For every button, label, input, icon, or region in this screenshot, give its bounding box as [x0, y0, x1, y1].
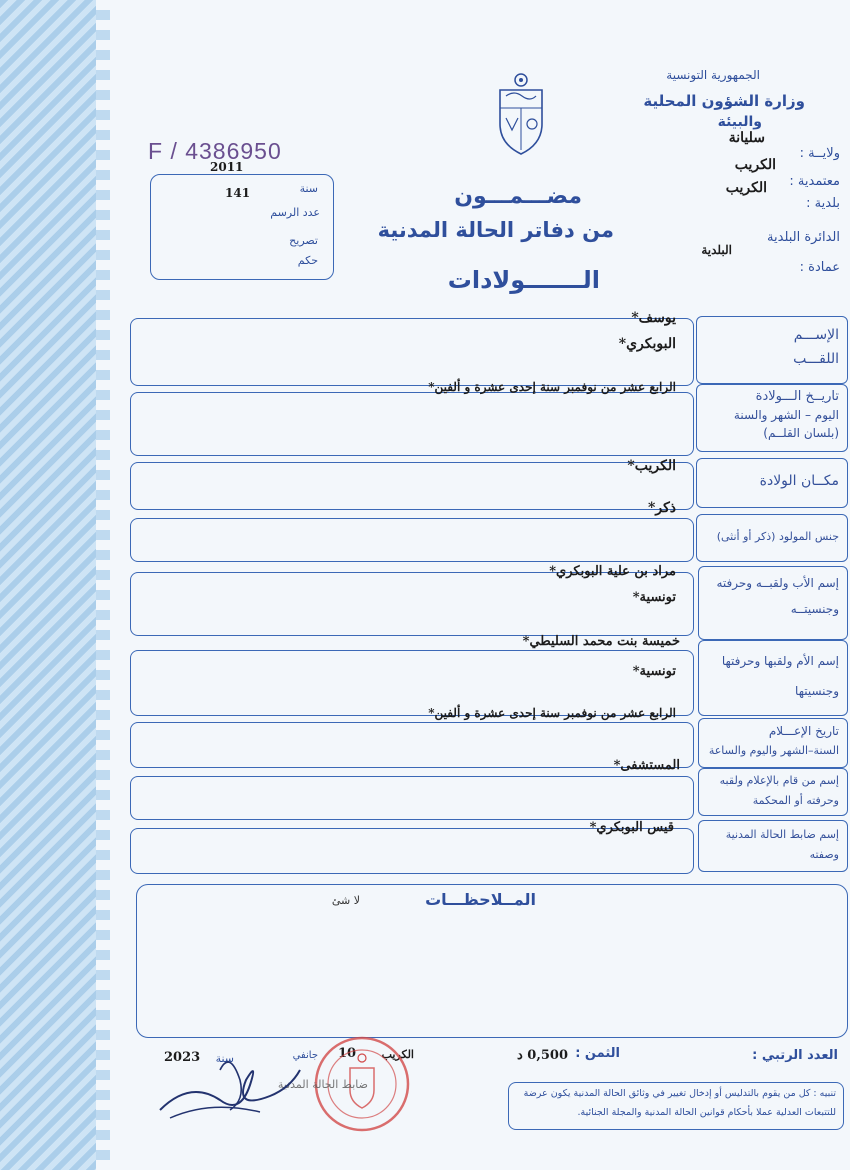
- mother-label-1: إسم الأم ولقبها وحرفتها: [721, 654, 839, 668]
- officer-value: قيس البوبكري*: [589, 820, 674, 835]
- officer-title-stamp: ضابط الحالة المدنية: [277, 1078, 368, 1091]
- officer-label-1: إسم ضابط الحالة المدنية: [725, 828, 839, 841]
- governorate-label: ولايــة :: [799, 146, 840, 161]
- father-label-2: وجنسيتــه: [790, 602, 839, 616]
- father-label-box: [698, 566, 848, 640]
- notice-line1: تنبيه : كل من يقوم بالتدليس أو إدخال تغيير في وثائق الحالة المدنية يكون عرضة: [523, 1088, 836, 1099]
- ministry-label-2: والبيئة: [717, 114, 762, 130]
- price-label: الثمن :: [575, 1046, 620, 1061]
- officer-label-2: وصفته: [809, 848, 839, 861]
- declarant-label-2: وحرفته أو المحكمة: [752, 794, 839, 807]
- sex-label-box: [696, 514, 848, 562]
- registry-judgment-label: حكم: [297, 254, 318, 267]
- father-value: مراد بن علية البوبكري*: [549, 564, 676, 579]
- declaration-date-label-1: تاريخ الإعـــلام: [768, 724, 839, 738]
- father-label-1: إسم الأب ولقبــه وحرفته: [716, 576, 839, 590]
- mother-nationality: تونسية*: [632, 664, 676, 679]
- remarks-value: لا شئ: [331, 894, 360, 907]
- birth-date-value-box: [130, 392, 694, 456]
- governorate-value: سليانة: [728, 130, 765, 146]
- sex-value-box: [130, 518, 694, 562]
- ministry-label: وزارة الشؤون المحلية: [643, 92, 805, 110]
- tunisia-coat-of-arms-icon: [492, 72, 550, 156]
- delegation-label: معتمدية :: [789, 174, 840, 189]
- footer-year-value: 2023: [164, 1050, 201, 1065]
- registry-year-label: سنة: [299, 182, 318, 195]
- title-line2: من دفاتر الحالة المدنية: [377, 218, 614, 242]
- republic-label: الجمهورية التونسية: [666, 68, 760, 82]
- registry-declaration-label: تصريح: [289, 234, 318, 247]
- registry-number-value: 141: [225, 186, 251, 200]
- footer-day: 10: [338, 1046, 357, 1061]
- declaration-date-value: الرابع عشر من نوفمبر سنة إحدى عشرة و ألفين*: [428, 706, 676, 720]
- sex-value: ذكر*: [648, 500, 676, 516]
- declaration-date-label-2: السنة–الشهر واليوم والساعة: [708, 744, 839, 757]
- surname-value: البوبكري*: [618, 336, 676, 352]
- birth-date-label-3: (بلسان القلــم): [763, 426, 839, 440]
- mother-label-box: [698, 640, 848, 716]
- declaration-date-value-box: [130, 722, 694, 768]
- surname-label: اللقـــب: [793, 351, 839, 367]
- declarant-value-box: [130, 776, 694, 820]
- district-value: البلدية: [701, 243, 732, 257]
- birth-date-label-2: اليوم – الشهر والسنة: [733, 408, 839, 422]
- remarks-label: المــلاحظـــات: [425, 890, 536, 909]
- municipality-label: بلدية :: [806, 196, 840, 211]
- title-line1: مضـــمـــون: [454, 184, 582, 209]
- declarant-label-box: [698, 768, 848, 816]
- sector-label: عمادة :: [799, 260, 840, 275]
- birth-place-value: الكريب*: [627, 458, 676, 474]
- serial-number-label: العدد الرتبي :: [752, 1048, 838, 1063]
- father-nationality: تونسية*: [632, 590, 676, 605]
- footer-place: الكريب: [381, 1048, 414, 1061]
- birth-date-value: الرابع عشر من نوفمبر سنة إحدى عشرة و ألفين*: [428, 380, 676, 394]
- district-label: الدائرة البلدية: [767, 230, 840, 245]
- notice-line2: للتتبعات العدلية عملا بأحكام قوانين الحالة المدنية والمجلة الجنائية.: [577, 1107, 836, 1118]
- name-value: يوسف*: [631, 310, 676, 326]
- mother-value: خميسة بنت محمد السليطي*: [522, 634, 680, 649]
- birth-place-label-box: [696, 458, 848, 508]
- name-label: الإســـم: [793, 327, 839, 343]
- registry-number-label: عدد الرسم: [270, 206, 320, 219]
- birth-date-label-box: [696, 384, 848, 452]
- birth-place-value-box: [130, 462, 694, 510]
- birth-place-label: مكــان الولادة: [759, 473, 839, 489]
- delegation-value: الكريب: [734, 157, 776, 173]
- footer-month: جانفي: [292, 1050, 318, 1061]
- birth-date-label-1: تاريــخ الـــولادة: [755, 389, 839, 404]
- name-label-box: [696, 316, 848, 384]
- declaration-date-label-box: [698, 718, 848, 768]
- municipality-value: الكريب: [725, 180, 767, 196]
- declarant-value: المستشفى*: [613, 758, 680, 773]
- officer-label-box: [698, 820, 848, 872]
- title-line3: الـــــــولادات: [447, 266, 600, 294]
- serial-number: F / 4386950: [148, 138, 282, 164]
- name-value-box: [130, 318, 694, 386]
- father-value-box: [130, 572, 694, 636]
- signature-icon: [150, 1040, 310, 1130]
- registry-year-value: 2011: [210, 160, 244, 174]
- footer-year-label: سنة: [215, 1052, 234, 1065]
- sex-label: جنس المولود (ذكر أو أنثى): [716, 530, 839, 543]
- decorative-border: [0, 0, 110, 1170]
- declarant-label-1: إسم من قام بالإعلام ولقبه: [719, 774, 839, 787]
- mother-label-2: وجنسيتها: [795, 684, 839, 698]
- price-value: 0,500 د: [516, 1048, 568, 1063]
